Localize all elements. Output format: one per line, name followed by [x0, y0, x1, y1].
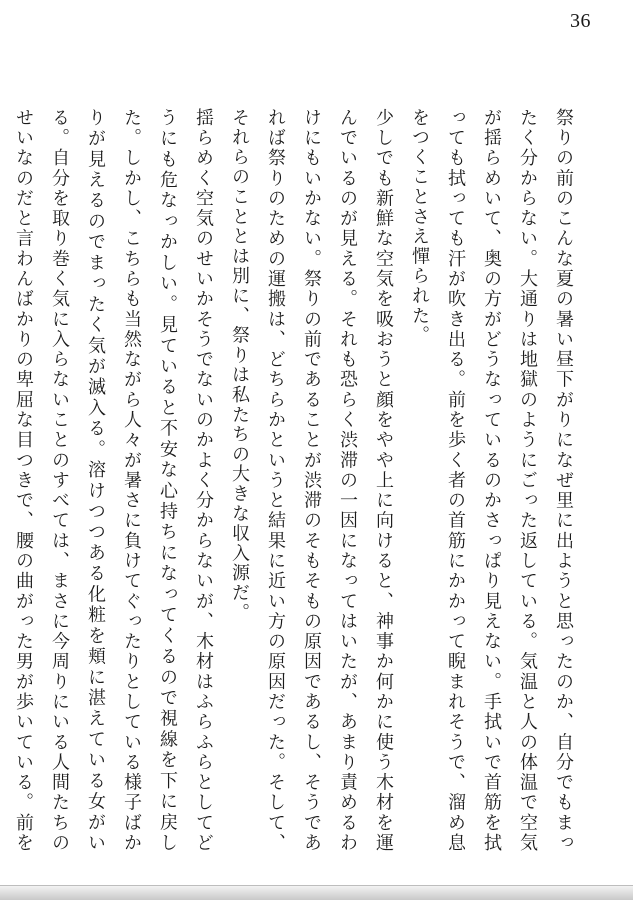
paragraph-3: 揺らめく空気のせいかそうでないのかよく分からないが、木材はふらふらとしてどうにも危なっかしい。見ていると不安な心持ちになってくるので視線を下に戻した。しかし、こちらも当然ながら人々が暑さに負けてぐったりとしている様子ばかりが見えるのでまったく気が滅入る。溶けつつある化粧を頬に湛えている女がいる。自分を取り巻く気に入らないことのすべては、まさに今周りにいる人間たちのせいなのだと言わんばかりの卑屈な目つきで、腰の曲がった男が歩いている。前を — [13, 108, 214, 853]
page-number: 36 — [570, 10, 591, 32]
paragraph-2: 少しでも新鮮な空気を吸おうと顔をやや上に向けると、神事か何かに使う木材を運んでいるのが見える。それも恐らく渋滞の一因になってはいたが、あまり責めるわけにもいかない。祭りの前であることが渋滞のそもそもの原因であるし、そうであれば祭りのための運搬は、どちらかというと結果に近い方の原因だった。そして、それらのこととは別に、祭りは私たちの大きな収入源だ。 — [229, 108, 394, 853]
bottom-scroll-bar[interactable] — [0, 885, 633, 900]
paragraph-1: 祭りの前のこんな夏の暑い昼下がりになぜ里に出ようと思ったのか、自分でもまったく分からない。大通りは地獄のようにごった返している。気温と人の体温で空気が揺らめいて、奥の方がどうなっているのかさっぱり見えない。手拭いで首筋を拭っても拭っても汗が吹き出る。前を歩く者の首筋にかかって睨まれそうで、溜め息をつくことさえ憚られた。 — [409, 108, 574, 853]
vertical-text-body — [13, 108, 581, 853]
